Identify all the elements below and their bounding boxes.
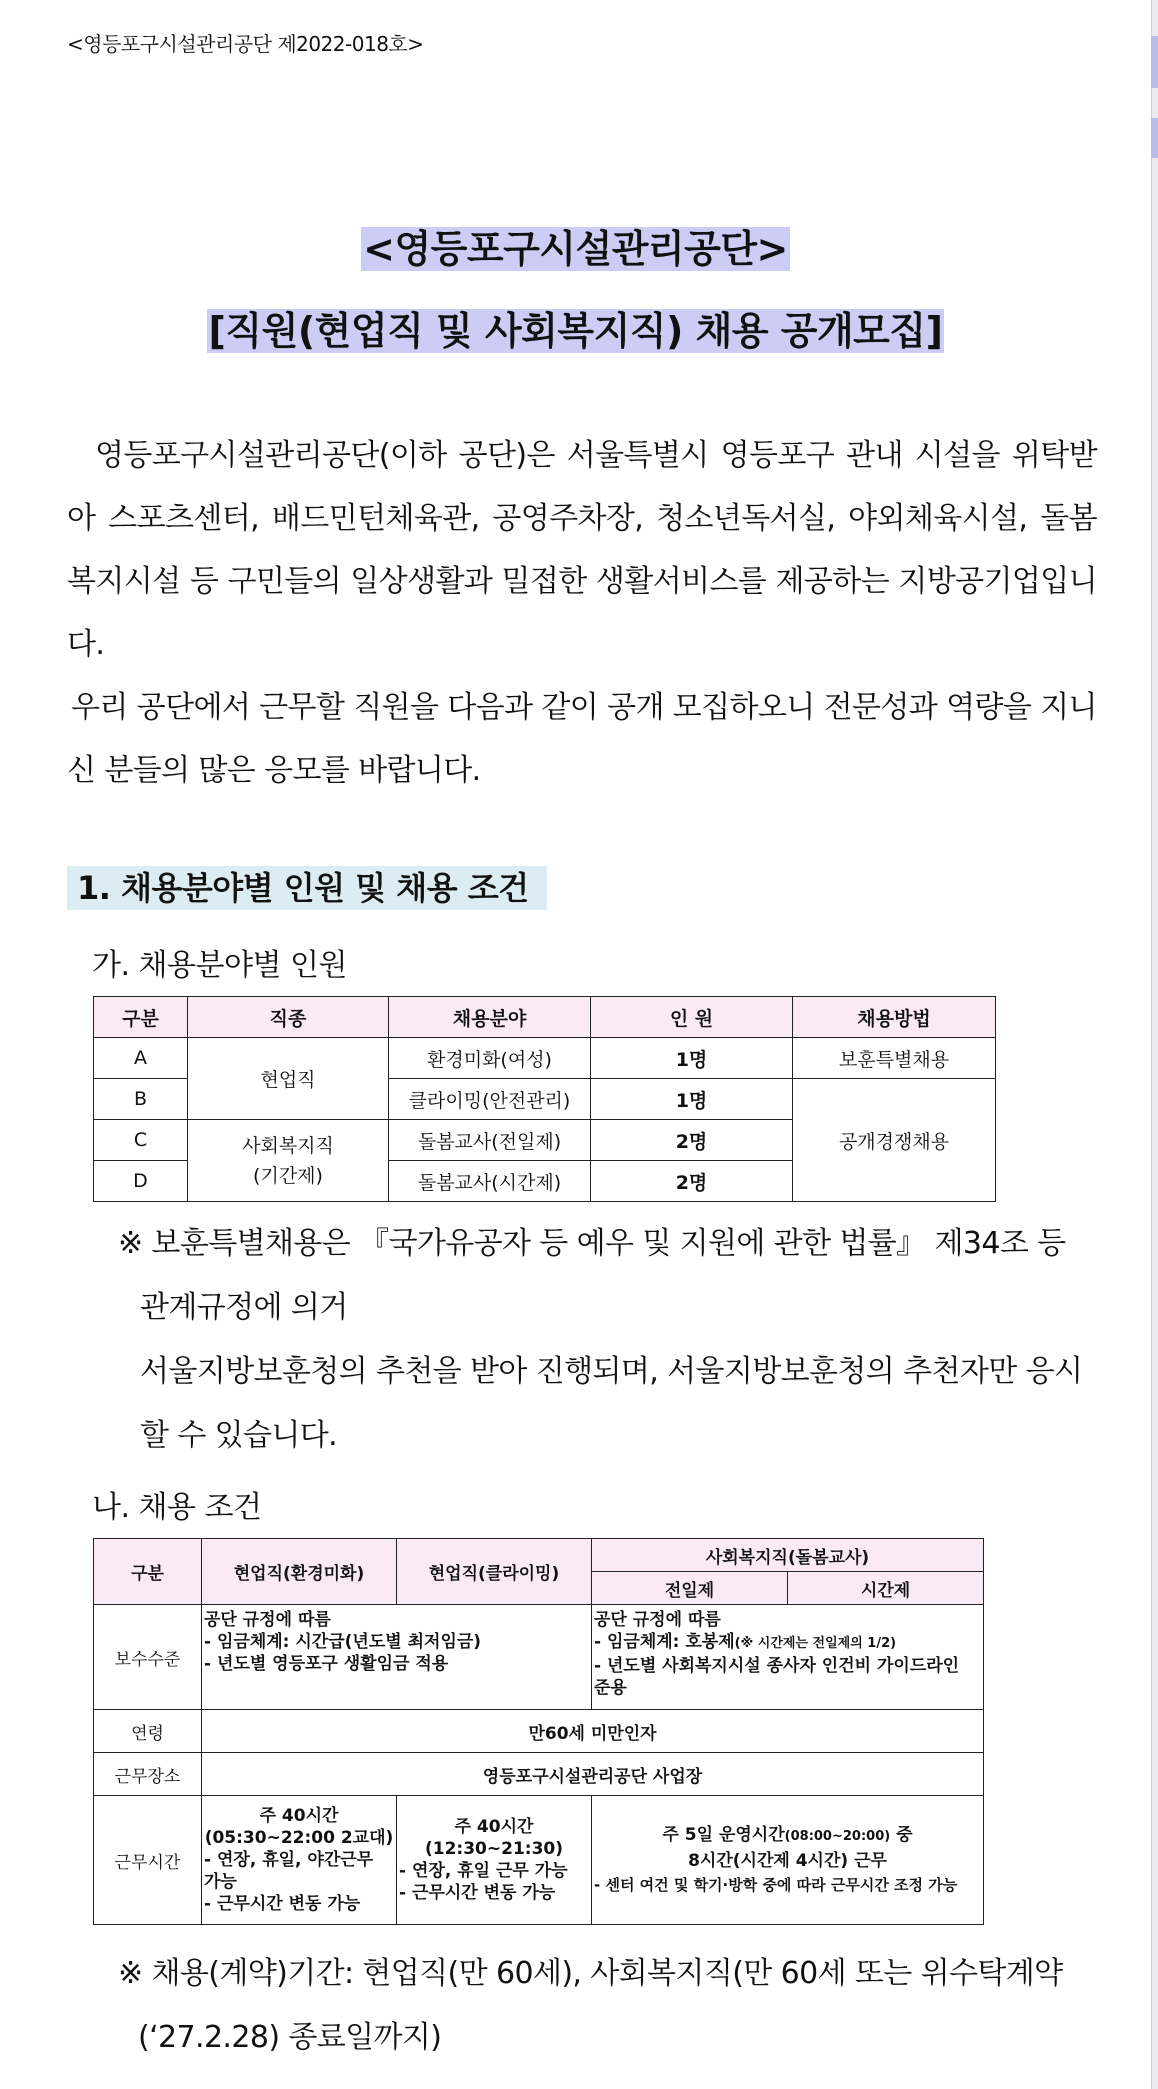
table-row <box>94 1038 996 1079</box>
count-cell: 1명 <box>591 1079 793 1120</box>
table-header: 현업직(환경미화) <box>202 1539 397 1605</box>
pay-cell <box>592 1605 984 1710</box>
row-code: B <box>94 1079 188 1120</box>
note-line: (‘27.2.28) 종료일까지) <box>138 2020 442 2055</box>
note-line: 할 수 있습니다. <box>140 1418 338 1453</box>
cell-line: - 근무시간 변동 가능 <box>399 1883 556 1903</box>
table-header: 시간제 <box>788 1572 984 1605</box>
edge-marker <box>1151 118 1158 158</box>
row-label: 근무장소 <box>94 1753 202 1796</box>
table-header: 구분 <box>94 997 188 1038</box>
table-header: 채용방법 <box>793 997 996 1038</box>
row-code: C <box>94 1120 188 1161</box>
cell-line: 8시간(시간제 4시간) 근무 <box>688 1851 887 1871</box>
intro-paragraph-1: 영등포구시설관리공단(이하 공단)은 서울특별시 영등포구 관내 시설을 위탁받아 스포츠센터, 배드민턴체육관, 공영주차장, 청소년독서실, 야외체육시설, 돌봄복지시설 등 구민들의 일상생활과 밀접한 생활서비스를 제공하는 지방공기업입니다. <box>67 438 1097 662</box>
cell-line: - 근무시간 변동 가능 <box>204 1894 361 1914</box>
method-cell: 보훈특별채용 <box>793 1038 996 1079</box>
table-header: 현업직(클라이밍) <box>397 1539 592 1605</box>
table-header: 전일제 <box>592 1572 788 1605</box>
field-cell: 돌봄교사(전일제) <box>389 1120 591 1161</box>
headcount-table <box>93 996 996 1202</box>
document-number: <영등포구시설관리공단 제2022-018호> <box>67 32 424 56</box>
count-cell: 2명 <box>591 1120 793 1161</box>
cell-line: 공단 규정에 따름 <box>594 1610 721 1630</box>
table-header: 구분 <box>94 1539 202 1605</box>
count-cell: 1명 <box>591 1038 793 1079</box>
cell-line: - 연장, 휴일 근무 가능 <box>399 1861 568 1881</box>
cell-line: (05:30~22:00 2교대) <box>204 1828 394 1848</box>
page-edge <box>1151 0 1158 2089</box>
pay-cell <box>202 1605 592 1710</box>
note-line: ※ 보훈특별채용은 『국가유공자 등 예우 및 지원에 관한 법률』 제34조 등 <box>118 1226 1066 1261</box>
table-header-row <box>94 997 996 1038</box>
cell-text: (※ 시간제는 전일제의 1/2) <box>734 1636 897 1651</box>
cell-text: 중 <box>890 1825 913 1845</box>
note-line: 서울지방보훈청의 추천을 받아 진행되며, 서울지방보훈청의 추천자만 응시 <box>140 1354 1083 1389</box>
table-row <box>94 1710 984 1753</box>
cell-line: (12:30~21:30) <box>424 1839 563 1859</box>
hours-cell <box>397 1796 592 1925</box>
intro-paragraph-2: 우리 공단에서 근무할 직원을 다음과 같이 공개 모집하오니 전문성과 역량을 지니신 분들의 많은 응모를 바랍니다. <box>67 690 1097 788</box>
age-cell: 만60세 미만인자 <box>202 1710 984 1753</box>
table-row <box>94 1753 984 1796</box>
cell-line: 주 40시간 <box>259 1806 339 1826</box>
note-line: 관계규정에 의거 <box>140 1290 348 1325</box>
cell-text: (08:00~20:00) <box>784 1829 891 1844</box>
field-cell: 클라이밍(안전관리) <box>389 1079 591 1120</box>
veterans-note <box>118 1212 1118 1468</box>
table-row <box>94 1796 984 1925</box>
cell-line: - 센터 여건 및 학기·방학 중에 따라 근무시간 조정 가능 <box>594 1876 958 1894</box>
count-cell: 2명 <box>591 1161 793 1202</box>
job-type-cell: 사회복지직 (기간제) <box>188 1120 389 1202</box>
conditions-table <box>93 1538 984 1925</box>
location-cell: 영등포구시설관리공단 사업장 <box>202 1753 984 1796</box>
cell-text: 주 5일 운영시간 <box>662 1825 785 1845</box>
cell-line: - 임금체계: 시간급(년도별 최저임금) <box>204 1632 482 1652</box>
cell-text: - 임금체계: 호봉제 <box>594 1632 735 1652</box>
table-header-row <box>94 1539 984 1572</box>
row-label: 보수수준 <box>94 1605 202 1710</box>
hours-cell <box>592 1796 984 1925</box>
hours-cell <box>202 1796 397 1925</box>
job-type-cell: 현업직 <box>188 1038 389 1120</box>
subsection-a-heading: 가. 채용분야별 인원 <box>92 948 347 983</box>
section-1-heading: 1. 채용분야별 인원 및 채용 조건 <box>67 866 547 910</box>
table-header: 채용분야 <box>389 997 591 1038</box>
table-header: 직종 <box>188 997 389 1038</box>
edge-marker <box>1151 36 1158 88</box>
contract-period-note <box>118 1942 1118 2070</box>
row-label: 근무시간 <box>94 1796 202 1925</box>
subsection-b-heading: 나. 채용 조건 <box>92 1490 262 1525</box>
table-header: 사회복지직(돌봄교사) <box>592 1539 984 1572</box>
field-cell: 환경미화(여성) <box>389 1038 591 1079</box>
cell-line: - 연장, 휴일, 야간근무 가능 <box>204 1850 374 1892</box>
cell-line: 공단 규정에 따름 <box>204 1610 331 1630</box>
title-recruitment: [직원(현업직 및 사회복지직) 채용 공개모집] <box>208 309 943 353</box>
table-row <box>94 1605 984 1710</box>
cell-line: - 년도별 영등포구 생활임금 적용 <box>204 1654 449 1674</box>
cell-line <box>594 1823 981 1849</box>
row-label: 연령 <box>94 1710 202 1753</box>
title-line-2 <box>0 300 1151 355</box>
cell-line <box>594 1631 981 1655</box>
field-cell: 돌봄교사(시간제) <box>389 1161 591 1202</box>
title-org: <영등포구시설관리공단> <box>363 227 788 271</box>
note-line: ※ 채용(계약)기간: 현업직(만 60세), 사회복지직(만 60세 또는 위수탁계약 <box>118 1956 1063 1991</box>
row-code: A <box>94 1038 188 1079</box>
method-cell: 공개경쟁채용 <box>793 1079 996 1202</box>
title-line-1 <box>0 218 1151 273</box>
cell-line: 주 40시간 <box>454 1817 534 1837</box>
table-header: 인 원 <box>591 997 793 1038</box>
row-code: D <box>94 1161 188 1202</box>
cell-line: - 년도별 사회복지시설 종사자 인건비 가이드라인 준용 <box>594 1656 960 1698</box>
